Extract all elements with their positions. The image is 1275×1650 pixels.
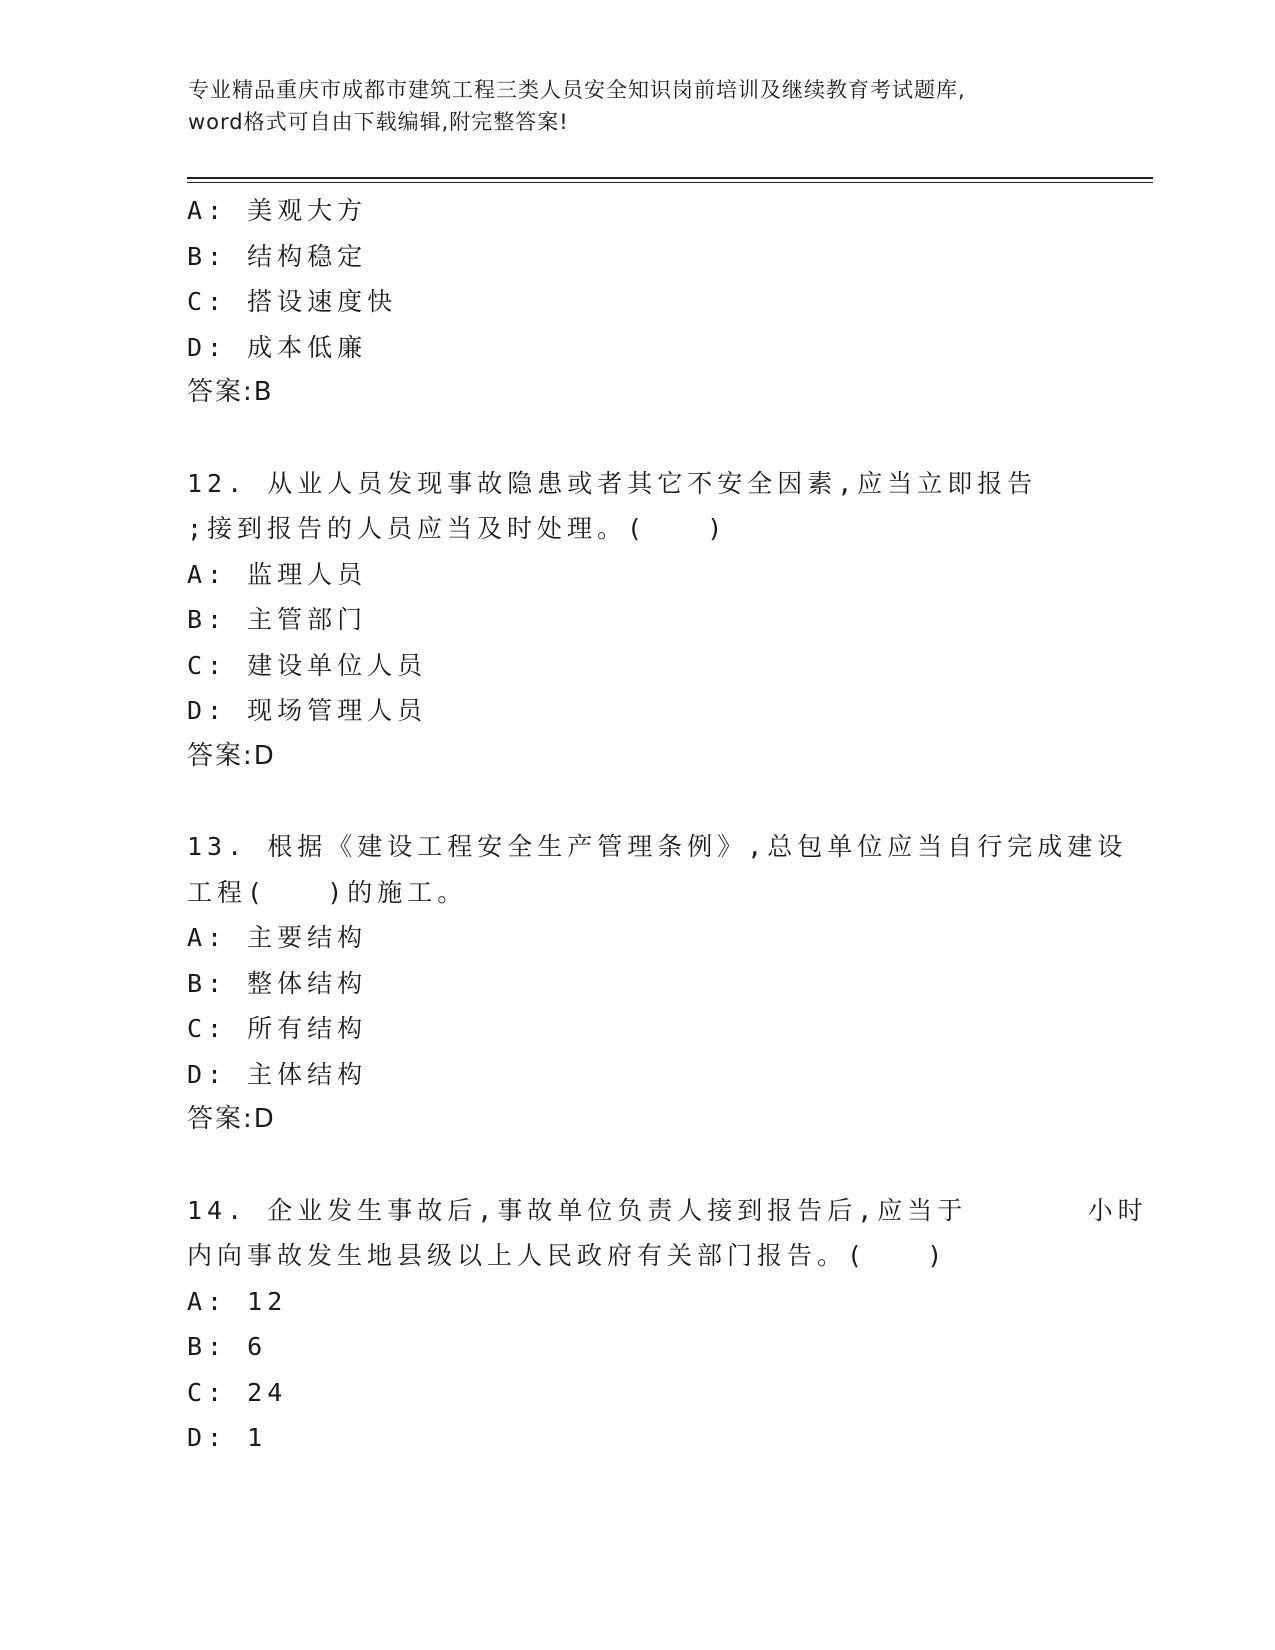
option-c: C: 24 xyxy=(187,1377,288,1407)
question-text-continued: 内向事故发生地县级以上人民政府有关部门报告。( ) xyxy=(187,1241,948,1270)
question-text: 12. 从业人员发现事故隐患或者其它不安全因素,应当立即报告 xyxy=(187,468,1038,498)
option-d: D: 1 xyxy=(187,1423,268,1452)
option-c: C: 建设单位人员 xyxy=(187,650,428,680)
question-text: 14. 企业发生事故后,事故单位负责人接到报告后,应当于 小时 xyxy=(187,1195,1148,1225)
question-text: 13. 根据《建设工程安全生产管理条例》,总包单位应当自行完成建设 xyxy=(187,832,1128,861)
question-12 xyxy=(187,461,1147,780)
option-b: B: 6 xyxy=(187,1332,268,1361)
header-line-1: 专业精品重庆市成都市建筑工程三类人员安全知识岗前培训及继续教育考试题库, xyxy=(188,78,966,102)
header-divider-thick xyxy=(187,177,1153,179)
header-divider-thin xyxy=(187,182,1153,183)
answer: 答案:D xyxy=(187,740,276,771)
question-text-continued: ;接到报告的人员应当及时处理。( ) xyxy=(187,514,728,543)
answer: 答案:B xyxy=(187,377,274,407)
question-list xyxy=(187,188,1147,1461)
question-11 xyxy=(187,188,1147,416)
document-header xyxy=(188,74,1088,138)
question-14 xyxy=(187,1188,1147,1461)
option-d: D: 成本低廉 xyxy=(187,332,368,362)
option-d: D: 主体结构 xyxy=(187,1059,368,1089)
answer: 答案:D xyxy=(187,1104,276,1134)
option-a: A: 12 xyxy=(187,1286,288,1316)
option-b: B: 整体结构 xyxy=(187,968,368,998)
question-text-continued: 工程( )的施工。 xyxy=(187,877,468,907)
option-c: C: 搭设速度快 xyxy=(187,287,398,316)
question-13 xyxy=(187,824,1147,1143)
option-c: C: 所有结构 xyxy=(187,1014,368,1043)
option-d: D: 现场管理人员 xyxy=(187,696,428,725)
option-a: A: 监理人员 xyxy=(187,559,368,589)
option-b: B: 结构稳定 xyxy=(187,241,368,271)
option-a: A: 主要结构 xyxy=(187,923,368,952)
option-b: B: 主管部门 xyxy=(187,605,368,634)
header-line-2: word格式可自由下载编辑,附完整答案! xyxy=(188,110,569,134)
option-a: A: 美观大方 xyxy=(187,196,368,225)
